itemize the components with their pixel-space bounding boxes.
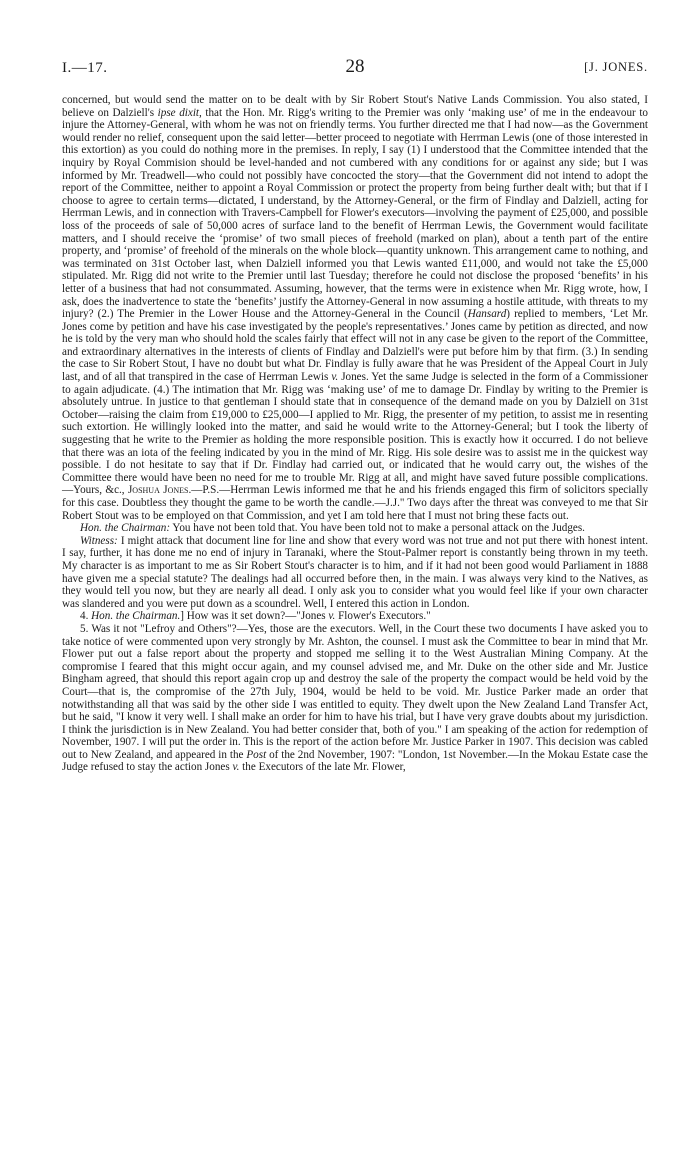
paragraph-letter (62, 94, 648, 522)
text-run: concerned, but would send the matter on to be dealt with by Sir Robert Stout's Native Lands Commission. You also stated, I believe on Dalziell's (62, 94, 648, 119)
italic-text: Witness: (80, 534, 118, 547)
italic-text: v. (328, 610, 336, 623)
italic-text: ipse dixit, (157, 106, 202, 119)
italic-text: Hon. the Chairman. (91, 610, 181, 623)
text-run: ) replied to members, ‘Let Mr. Jones come by petition and have his case investigated by the people's representatives.’ Jones came by petition as directed, and now he is told by the very man who should hold the scales fairly that effect will not in any case be given to the report of the Committee, and extraordinary alternatives in the interests of clients of Findlay and Dalziell's were put before him by that firm. (3.) In sending the case to Sir Robert Stout, I have no doubt but what Dr. Findlay is fully aware that he was President of the Appeal Court in July last, and of all that transpired in the case of Herrman Lewis (62, 308, 648, 384)
italic-text: Hon. the Chairman: (80, 522, 171, 535)
paper-number: I.—17. (62, 60, 108, 76)
text-run: Jones. Yet the same Judge is selected in the form of a Commissioner to again adjudicate. (4.) The intimation that Mr. Rigg was ‘making use’ of me to damage Dr. Findlay by writing to the Premier is absolutely untrue. In justice to that gentleman I should state that in consequence of the demand made on you by Dalziell on 31st October—raising the claim from £19,000 to £25,000—I applied to Mr. Rigg, the presenter of my petition, to assist me in resenting such extortion. He willingly looked into the matter, and said he would write to the Attorney-General; but I took the liberty of suggesting that he write to the Premier as holding the more responsible position. This is exactly how it occurred. I do not believe that there was an iota of the feeling indicated by you in the mind of Mr. Rigg. His sole desire was to assist me in the quickest way possible. I do not hesitate to say that if Dr. Findlay had carried out, or indicated that he would carry out, the wishes of the Committee there would have been no need for me to trouble Mr. Rigg at all, and might have saved future possible complications.—Yours, &c., (62, 371, 648, 497)
running-head: [J. JONES. (584, 60, 648, 74)
text-run: I might attack that document line for line and show that every word was not true and not put there with honest intent. I say, further, it has done me no end of injury in Taranaki, where the Stout-Palmer report is constantly being thrown in my teeth. My character is as important to me as Sir Robert Stout's character is to him, and if it had not been good would Parliament in 1888 have given me a special statute? The dealings had all occurred before then, in the main. I was always very kind to the Natives, as they would tell you now, but they are nearly all dead. I only ask you to consider what you would feel like if your own character was slandered and you were put down as a scoundrel. Well, I entered this action in London. (62, 534, 648, 610)
text-run: that the Hon. Mr. Rigg's writing to the Premier was only ‘making use’ of me in the endeavour to injure the Attorney-General, with whom he was not on friendly terms. You further directed me that I had now—as the Government would render no relief, consequent upon the said letter—better proceed to negotiate with Herrman Lewis (one of those interested in this extortion) as you could do nothing more in the premises. In reply, I say (1) I understood that the Committee intended that the inquiry by Royal Commision should be level-handed and not cumbered with any conditions for or against any side; but I was informed by Mr. Treadwell—who could not possibly have concocted the story—that the Government did not intend to adopt the report of the Committee, neither to appoint a Royal Commission or protect the property from being further dealt with; but that if I choose to agree to certain terms—dictated, I understand, by the Attorney-General, or the firm of Findlay and Dalziell, acting for Herrman Lewis, and in connection with Travers-Campbell for Flower's executors—involving the payment of £25,000, and possible loss of the proceeds of sale of 50,000 acres of surface land to the benefit of Herrman Lewis, the Government would facilitate matters, and I should receive the ‘promise’ of two small pieces of freehold (marked on plan), about a tenth part of the entire property, and ‘promise’ of freehold of the minerals on the whole block—quantity unknown. This arrangement came to nothing, and was terminated on 31st October last, when Dalziell informed you that Lewis wanted £11,000, and would not take the £5,000 stipulated. Mr. Rigg did not write to the Premier until last Tuesday; therefore he could not disclose the proposed ‘benefits’ in his letter of a business that had not consummated. Assuming, however, that the terms were in existence when Mr. Rigg wrote, how, I ask, does the inadvertence to state the ‘benefits’ justify the Attorney-General in now assuming a hostile attitude, with threats to my injury? (2.) The Premier in the Lower House and the Attorney-General in the Council ( (62, 106, 648, 321)
text-run: .—P.S.—Herrman Lewis informed me that he and his friends engaged this firm of solicitors specially for this case. Doubtless they thought the game to be worth the candle.—J.J." Two days after the threat was conveyed to me that Sir Robert Stout was to be employed on that Commission, and yet I am told here that I must not bring these facts out. (62, 484, 649, 522)
paragraph-chairman-remark (62, 522, 648, 535)
text-run: 5. Was it not "Lefroy and Others"?—Yes, those are the executors. Well, in the Court these two documents I have asked you to take notice of were commented upon very strongly by Mr. Ashton, the counsel. I must ask the Committee to bear in mind that Mr. Flower put out a false report about the property and stopped me selling it to the West Australian Mining Company. At the compromise I feared that this might occur again, and my counsel advised me, and Mr. Duke on the other side and Mr. Justice Bingham agreed, that should this report again crop up and destroy the sale of the property the compact would be held void by the Court—that is, the compromise of the 27th July, 1904, would be held to be void. Mr. Justice Parker made an order that notwithstanding all that was said by the other side I was entitled to equity. They dwelt upon the New Zealand Land Transfer Act, but he said, "I know it very well. I shall make an order for him to have his trial, but I have very grave doubts about my jurisdiction. I think the jurisdiction is in New Zealand. You had better consider that, both of you." I am speaking of the action for redemption of November, 1907. I will put the order in. This is the report of the action before Mr. Justice Parker in 1907. This decision was cabled out to New Zealand, and appeared in the (62, 622, 648, 761)
italic-text: Hansard (467, 308, 507, 321)
italic-text: Post (246, 748, 267, 761)
text-run: the Executors of the late Mr. Flower, (239, 761, 406, 774)
text-run: of the 2nd November, 1907: "London, 1st November.—In the Mokau Estate case the Judge refused to stay the action Jones (62, 748, 648, 774)
text-run: ] How was it set down?—"Jones (180, 610, 329, 623)
signature-text: Joshua Jones (127, 484, 189, 497)
text-run: Flower's Executors." (335, 610, 431, 623)
paragraph-witness-reply (62, 535, 648, 611)
paragraph-question-5 (62, 623, 648, 774)
page-number: 28 (345, 56, 365, 77)
text-run: You have not been told that. You have been told not to make a personal attack on the Judges. (170, 522, 585, 535)
italic-text: v. (331, 371, 339, 384)
document-body (62, 94, 648, 774)
italic-text: v. (232, 761, 240, 774)
page-header (62, 52, 648, 80)
paragraph-question-4 (62, 610, 648, 623)
text-run: 4. (80, 610, 92, 623)
